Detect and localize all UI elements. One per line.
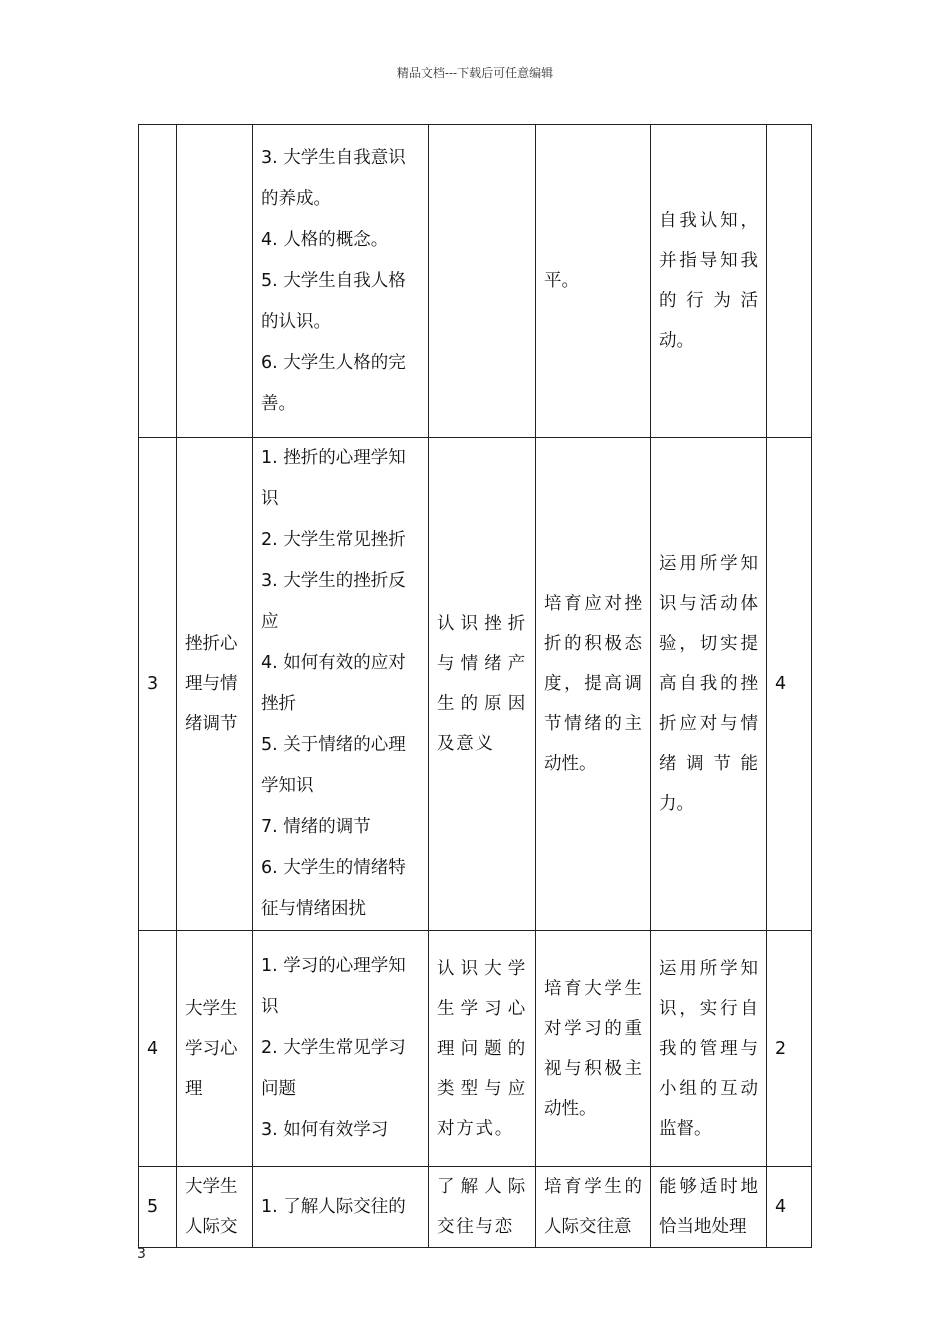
row-attitude: 培育应对挫折的积极态度，提高调节情绪的主动性。	[536, 438, 651, 931]
table-row	[139, 125, 812, 438]
row-title	[177, 125, 253, 438]
content-item: 5. 关于情绪的心理学知识	[261, 735, 406, 796]
row-hours: 2	[767, 931, 812, 1167]
content-item: 4. 人格的概念。	[261, 229, 389, 250]
content-item: 2. 大学生常见挫折	[261, 530, 406, 550]
row-number: 3	[139, 438, 177, 931]
content-item: 6. 大学生人格的完善。	[261, 352, 406, 414]
row-title: 大学生人际交	[177, 1167, 253, 1248]
row-objective	[429, 125, 536, 438]
content-item: 6. 大学生的情绪特征与情绪困扰	[261, 858, 406, 919]
content-item: 4. 如何有效的应对挫折	[261, 653, 406, 714]
row-number	[139, 125, 177, 438]
content-item: 1. 学习的心理学知识	[261, 956, 406, 1017]
row-title: 挫折心理与情绪调节	[177, 438, 253, 931]
content-item: 2. 大学生常见学习问题	[261, 1038, 406, 1099]
row-hours: 4	[767, 438, 812, 931]
content-item: 3. 大学生自我意识的养成。	[261, 147, 406, 209]
row-objective: 了解人际交往与恋	[429, 1167, 536, 1248]
content-item: 5. 大学生自我人格的认识。	[261, 270, 406, 332]
row-hours: 4	[767, 1167, 812, 1248]
content-item: 3. 大学生的挫折反应	[261, 571, 406, 632]
row-title: 大学生学习心理	[177, 931, 253, 1167]
row-number: 5	[139, 1167, 177, 1248]
row-content	[253, 125, 429, 438]
row-ability: 运用所学知识与活动体验，切实提高自我的挫折应对与情绪调节能力。	[651, 438, 767, 931]
page-header: 精品文档---下载后可任意编辑	[396, 66, 554, 80]
row-content	[253, 931, 429, 1167]
row-content	[253, 438, 429, 931]
row-ability: 运用所学知识，实行自我的管理与小组的互动监督。	[651, 931, 767, 1167]
table-row	[139, 438, 812, 931]
content-item: 7. 情绪的调节	[261, 817, 371, 837]
course-table	[138, 124, 812, 1248]
row-objective: 认识挫折与情绪产生的原因及意义	[429, 438, 536, 931]
row-number: 4	[139, 931, 177, 1167]
row-content	[253, 1167, 429, 1248]
row-ability: 能够适时地恰当地处理	[651, 1167, 767, 1248]
content-item: 3. 如何有效学习	[261, 1120, 389, 1140]
page-number: 3	[137, 1246, 146, 1262]
row-attitude: 培育大学生对学习的重视与积极主动性。	[536, 931, 651, 1167]
row-objective: 认识大学生学习心理问题的类型与应对方式。	[429, 931, 536, 1167]
content-item: 1. 了解人际交往的	[261, 1196, 406, 1217]
row-hours	[767, 125, 812, 438]
table-row	[139, 1167, 812, 1248]
table-row	[139, 931, 812, 1167]
row-ability: 自我认知，并指导知我的行为活动。	[651, 125, 767, 438]
row-attitude: 培育学生的人际交往意	[536, 1167, 651, 1248]
row-attitude: 平。	[536, 125, 651, 438]
content-item: 1. 挫折的心理学知识	[261, 448, 406, 509]
